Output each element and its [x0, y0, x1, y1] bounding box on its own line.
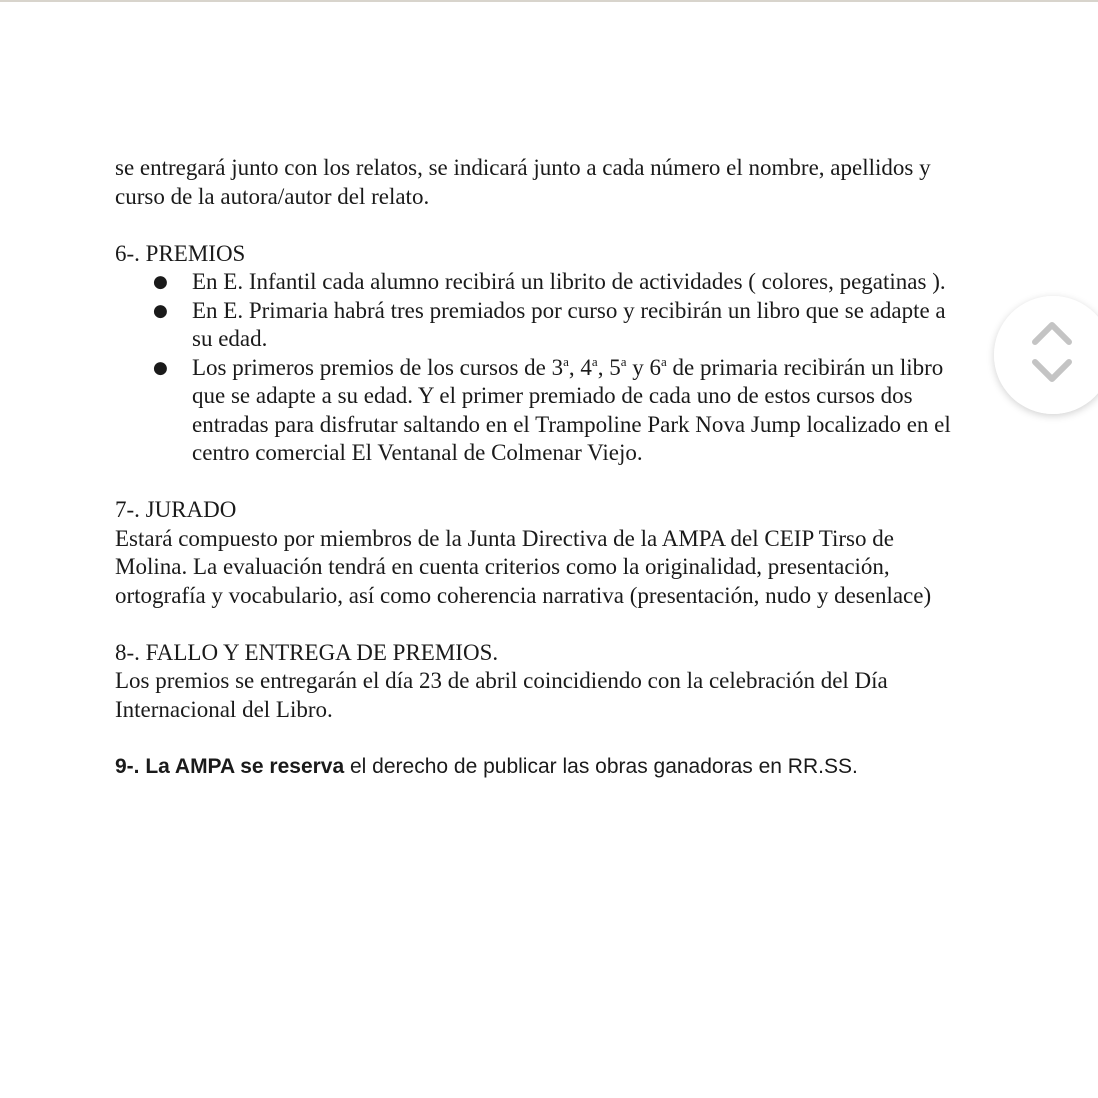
section-6-heading: 6-. PREMIOS	[115, 240, 246, 266]
scroll-up-button[interactable]	[1030, 318, 1074, 348]
section-7-heading: 7-. JURADO	[115, 497, 237, 522]
section-8-heading: 8-. FALLO Y ENTREGA DE PREMIOS.	[115, 639, 499, 665]
prizes-list	[115, 268, 1015, 468]
document-page	[115, 154, 1015, 781]
intro-line-2: curso de la autora/autor del relato.	[115, 183, 430, 209]
section-7-line-2: Molina. La evaluación tendrá en cuenta criterios como la originalidad, presentación,	[115, 554, 890, 579]
section-7-line-1: Estará compuesto por miembros de la Junta Directiva de la AMPA del CEIP Tirso de	[115, 525, 894, 551]
section-9-rest: el derecho de publicar las obras ganadoras en RR.SS.	[344, 754, 858, 778]
section-7-line-3: ortografía y vocabulario, así como coherencia narrativa (presentación, nudo y desenlace)	[115, 582, 932, 608]
section-8-line-2: Internacional del Libro.	[115, 696, 333, 722]
top-border	[0, 0, 1098, 2]
chevron-up-icon	[1030, 318, 1074, 348]
list-item: ● En E. Primaria habrá tres premiados por curso y recibirán un libro que se adapte a su edad.	[153, 297, 946, 351]
bullet-icon: ●	[153, 300, 168, 321]
section-9-bold: 9-. La AMPA se reserva	[115, 754, 345, 778]
scroll-down-button[interactable]	[1030, 356, 1074, 386]
bullet-icon: ●	[153, 357, 168, 378]
list-item: ● En E. Infantil cada alumno recibirá un librito de actividades ( colores, pegatinas ).	[115, 268, 1015, 297]
section-8-line-1: Los premios se entregarán el día 23 de abril coincidiendo con la celebración del Día	[115, 668, 888, 693]
list-item: ● Los primeros premios de los cursos de 3$^a$, 4$^a$, 5$^a$ y 6$^a$ de primaria recibirán un libro que se adapte a su edad. Y el primer premiado de cada uno de estos cursos dos entradas para disfrutar saltando en el Trampoline Park Nova Jump localizado en el centro comercial El Ventanal de Colmenar Viejo.	[153, 353, 951, 465]
section-9-line	[115, 753, 1015, 782]
chevron-down-icon	[1030, 356, 1074, 386]
bullet-icon: ●	[153, 272, 168, 292]
intro-line-1: se entregará junto con los relatos, se indicará junto a cada número el nombre, apellidos y	[115, 155, 931, 180]
